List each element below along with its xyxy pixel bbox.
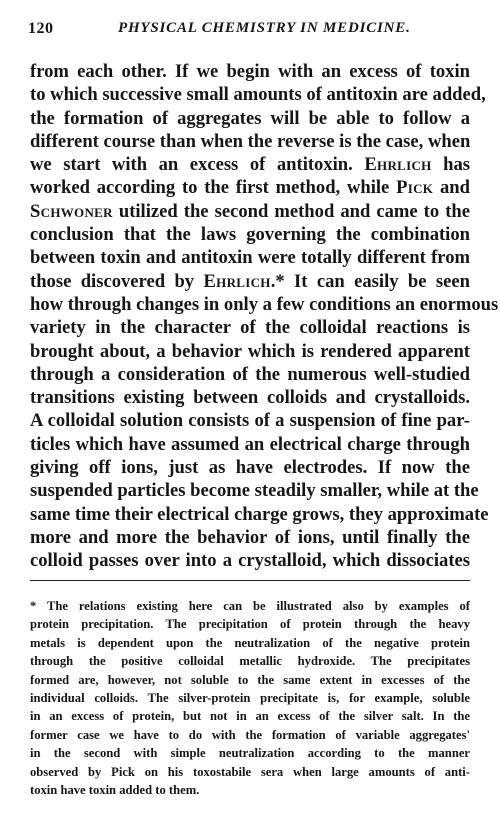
text-line: transitions existing between colloids and crystalloids. bbox=[30, 387, 470, 409]
proper-name: Schwoner bbox=[30, 200, 113, 222]
text-line: through a consideration of the numerous well-studied bbox=[30, 363, 470, 385]
footnote-line: protein precipitation. The precipitation of protein through the heavy bbox=[30, 617, 470, 632]
footnote-line: metals is dependent upon the neutralization of the negative protein bbox=[30, 635, 470, 650]
page-number: 120 bbox=[28, 20, 54, 37]
text-line: different course than when the reverse is the case, when bbox=[30, 130, 471, 152]
proper-name: Pick bbox=[396, 177, 434, 199]
text-line: more and more the behavior of ions, until finally the bbox=[30, 526, 470, 548]
text-line: same time their electrical charge grows, they approximate bbox=[30, 503, 489, 525]
footnote-line: toxin have toxin added to them. bbox=[30, 782, 200, 797]
footnote bbox=[30, 597, 470, 799]
footnote-line: formed are, however, not soluble to the same extent in excesses of the bbox=[30, 672, 470, 687]
text-line: colloid passes over into a crystalloid, which dissociates bbox=[30, 550, 470, 572]
running-title: PHYSICAL CHEMISTRY IN MEDICINE. bbox=[118, 20, 411, 36]
footnote-line: through the positive colloidal metallic hydroxide. The precipitates bbox=[30, 654, 470, 669]
text-line: Schwoner utilized the second method and came to the bbox=[30, 200, 470, 222]
footnote-line: individual colloids. The silver-protein precipitate is, for example, soluble bbox=[30, 690, 470, 705]
text-line: worked according to the first method, while Pick and bbox=[30, 177, 470, 199]
proper-name: Ehrlich bbox=[364, 154, 432, 176]
footnote-line: in the second with simple neutralization according to the manner bbox=[30, 746, 470, 761]
text-line: we start with an excess of antitoxin. Ehrlich has bbox=[30, 154, 470, 176]
text-line: between toxin and antitoxin were totally different from bbox=[30, 247, 470, 269]
footnote-line: * The relations existing here can be illustrated also by examples of bbox=[30, 599, 470, 613]
text-line: ticles which have assumed an electrical charge through bbox=[30, 433, 470, 455]
text-line: the formation of aggregates will be able to follow a bbox=[30, 107, 470, 129]
text-line: brought about, a behavior which is rendered apparent bbox=[30, 340, 470, 362]
text-line: A colloidal solution consists of a suspension of fine par- bbox=[30, 410, 470, 432]
text-line: how through changes in only a few conditions an enormous bbox=[30, 293, 499, 315]
footnote-divider bbox=[30, 580, 470, 581]
text-line: to which successive small amounts of antitoxin are added, bbox=[30, 84, 486, 106]
text-line: those discovered by Ehrlich.* It can easily be seen bbox=[30, 270, 470, 292]
footnote-line: observed by Pick on his toxostabile sera when large amounts of anti- bbox=[30, 764, 470, 779]
main-text bbox=[30, 60, 499, 573]
text-line: from each other. If we begin with an excess of toxin bbox=[30, 61, 470, 82]
footnote-line: former case we have to do with the formation of variable aggregates' bbox=[30, 727, 470, 742]
text-line: giving off ions, just as have electrodes. If now the bbox=[30, 457, 470, 479]
footnote-line: in an excess of protein, but not in an excess of the silver salt. In the bbox=[30, 709, 470, 724]
text-line: conclusion that the laws governing the combination bbox=[30, 224, 470, 246]
proper-name: Ehrlich bbox=[203, 270, 271, 292]
text-line: suspended particles become steadily smaller, while at the bbox=[30, 480, 479, 502]
text-line: variety in the character of the colloidal reactions is bbox=[30, 317, 470, 339]
page-header bbox=[28, 20, 476, 44]
